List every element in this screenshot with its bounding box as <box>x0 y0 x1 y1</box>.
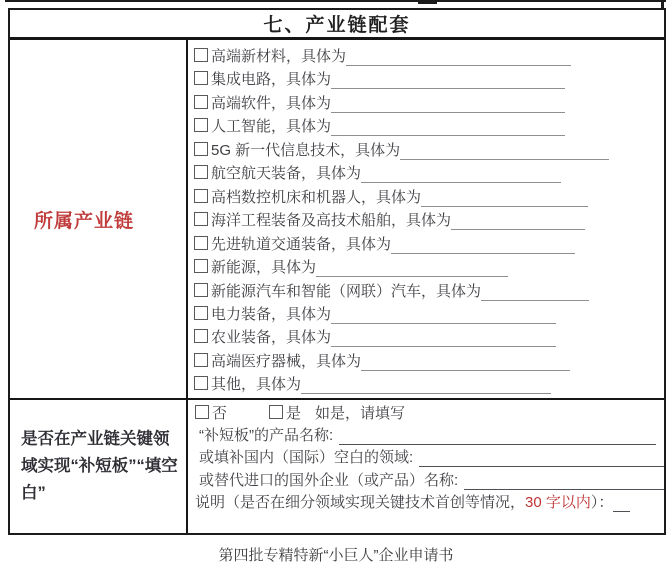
checkbox[interactable] <box>194 48 208 62</box>
fill-in-blank[interactable] <box>331 95 565 113</box>
checkbox-option-line <box>194 92 664 115</box>
checkbox-option-line <box>194 303 664 326</box>
criteria-fields <box>195 425 664 492</box>
checkbox-option-label: 农业装备，具体为 <box>211 329 332 347</box>
checkbox-option-line <box>194 233 664 256</box>
fill-in-blank[interactable] <box>331 71 565 89</box>
checkbox-option-line <box>194 115 664 138</box>
fill-in-blank[interactable] <box>361 165 561 183</box>
criteria-content <box>188 400 664 533</box>
checkbox-yes[interactable] <box>269 405 283 419</box>
page-crop-artifact-line <box>5 0 666 2</box>
cell-industry-chain-label <box>10 40 188 398</box>
checkbox-option-label: 5G 新一代信息技术，具体为 <box>211 141 401 159</box>
if-yes-instruction: 如是，请填写 <box>315 405 406 422</box>
checkbox-option-line <box>194 162 664 185</box>
field-label: 或填补国内（国际）空白的领域: <box>199 449 414 467</box>
row-key-field-criteria <box>10 398 664 533</box>
fill-in-blank[interactable] <box>339 427 656 445</box>
fill-in-blank[interactable] <box>421 189 588 207</box>
scan-artifact-mark <box>418 0 437 4</box>
checkbox-option-label: 新能源汽车和智能（网联）汽车，具体为 <box>211 282 482 300</box>
checkbox-option-label: 高端医疗器械，具体为 <box>211 352 362 370</box>
fill-in-blank[interactable] <box>196 516 664 533</box>
checkbox[interactable] <box>194 189 208 203</box>
checkbox-option-label: 高端新材料，具体为 <box>211 48 347 65</box>
note-prefix: 说明（是否在细分领域实现关键技术首创等情况， <box>195 493 526 511</box>
checkbox[interactable] <box>194 283 208 297</box>
checkbox-option-line <box>194 45 664 68</box>
fill-in-blank[interactable] <box>481 283 589 301</box>
note-suffix: ）： <box>590 493 614 511</box>
cell-criteria-label <box>10 400 188 533</box>
field-line <box>195 470 664 492</box>
checkbox-option-line <box>194 326 664 349</box>
section-title: 七、产业链配套 <box>263 15 411 36</box>
checkbox-option-label: 人工智能，具体为 <box>211 118 332 136</box>
checkbox-option-line <box>194 68 664 91</box>
checkbox-option-line <box>194 186 664 209</box>
industry-chain-form-table <box>8 8 666 535</box>
fill-in-blank[interactable] <box>346 48 571 66</box>
note-line <box>195 492 664 514</box>
industry-chain-options <box>188 40 664 398</box>
checkbox[interactable] <box>194 165 208 179</box>
yes-label: 是 <box>286 405 302 422</box>
row-industry-chain <box>10 40 664 398</box>
fill-in-blank[interactable] <box>301 376 551 394</box>
field-line <box>195 425 664 447</box>
checkbox[interactable] <box>194 118 208 132</box>
checkbox-option-line <box>194 280 664 303</box>
fill-in-blank[interactable] <box>331 118 565 136</box>
yes-no-line <box>195 403 664 425</box>
field-label: “补短板”的产品名称: <box>199 427 334 445</box>
checkbox-option-label: 新能源，具体为 <box>211 259 317 277</box>
checkbox-option-line <box>194 256 664 279</box>
checkbox-option-line <box>194 139 664 162</box>
criteria-label: 是否在产业链关键领域实现“补短板”“填空白” <box>21 430 178 502</box>
checkbox-option-label: 高档数控机床和机器人，具体为 <box>211 188 422 206</box>
checkbox[interactable] <box>194 71 208 85</box>
checkbox[interactable] <box>194 236 208 250</box>
field-line <box>195 447 664 469</box>
fill-in-blank[interactable] <box>464 472 664 490</box>
checkbox[interactable] <box>194 376 208 390</box>
checkbox-no[interactable] <box>195 405 209 419</box>
checkbox-option-label: 电力装备，具体为 <box>211 305 332 323</box>
checkbox-option-label: 先进轨道交通装备，具体为 <box>211 235 392 253</box>
checkbox[interactable] <box>194 306 208 320</box>
field-label: 或替代进口的国外企业（或产品）名称: <box>199 471 459 489</box>
checkbox-option-label: 集成电路，具体为 <box>211 71 332 89</box>
checkbox-option-label: 航空航天装备，具体为 <box>211 165 362 183</box>
document-caption: 第四批专精特新“小巨人”企业申请书 <box>218 547 454 564</box>
fill-in-blank[interactable] <box>419 449 664 467</box>
checkbox[interactable] <box>194 95 208 109</box>
checkbox[interactable] <box>194 329 208 343</box>
checkbox-option-label: 海洋工程装备及高技术船舶，具体为 <box>211 212 452 230</box>
checkbox-option-line <box>194 350 664 373</box>
fill-in-blank[interactable] <box>361 353 570 371</box>
industry-chain-label: 所属产业链 <box>34 210 135 232</box>
fill-in-blank[interactable] <box>613 494 630 512</box>
fill-in-blank[interactable] <box>451 212 584 230</box>
checkbox[interactable] <box>194 353 208 367</box>
table-header-row <box>10 10 664 40</box>
checkbox-option-label: 高端软件，具体为 <box>211 94 332 112</box>
note-continuation-line <box>195 514 664 533</box>
fill-in-blank[interactable] <box>331 329 556 347</box>
no-label: 否 <box>212 405 228 422</box>
fill-in-blank[interactable] <box>391 236 575 254</box>
checkbox-option-label: 其他，具体为 <box>211 376 302 394</box>
checkbox-option-line <box>194 209 664 232</box>
fill-in-blank[interactable] <box>316 259 508 277</box>
checkbox[interactable] <box>194 259 208 273</box>
fill-in-blank[interactable] <box>400 142 609 160</box>
fill-in-blank[interactable] <box>331 306 556 324</box>
checkbox[interactable] <box>194 212 208 226</box>
checkbox-option-line <box>194 373 664 396</box>
checkbox[interactable] <box>194 142 208 156</box>
note-char-limit: 30 字以内 <box>525 493 591 511</box>
